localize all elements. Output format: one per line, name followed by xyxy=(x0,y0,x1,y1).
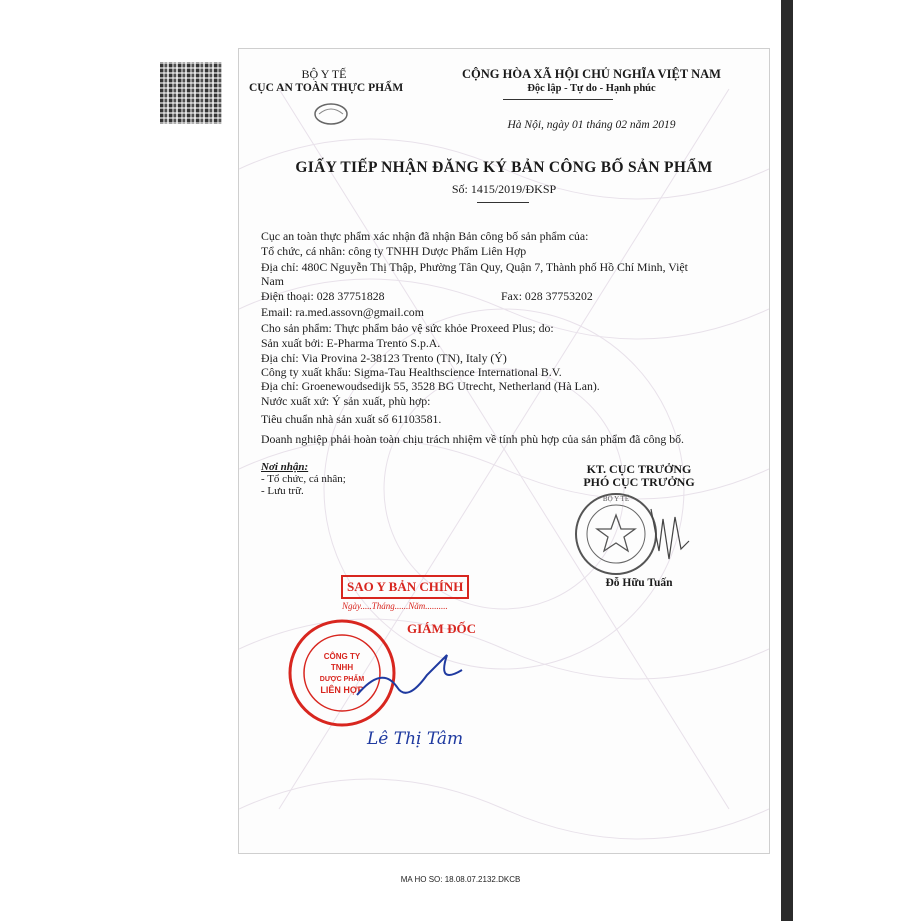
svg-text:TNHH: TNHH xyxy=(330,663,354,672)
svg-text:DƯỢC PHẨM: DƯỢC PHẨM xyxy=(319,676,365,683)
signatory-title xyxy=(539,463,739,489)
exporter-line: Công ty xuất khẩu: Sigma-Tau Healthscience International B.V. xyxy=(261,365,562,379)
dossier-code: MA HO SO: 18.08.07.2132.DKCB xyxy=(400,875,521,884)
manufacturer-address-line: Địa chỉ: Via Provina 2-38123 Trento (TN), Italy (Ý) xyxy=(261,351,507,365)
signatory-title-2: PHÓ CỤC TRƯỞNG xyxy=(583,475,695,489)
svg-text:CÔNG TY: CÔNG TY xyxy=(323,652,361,661)
signatory-name: Đỗ Hữu Tuấn xyxy=(605,577,673,589)
ministry-header xyxy=(249,67,404,95)
republic-name: CỘNG HÒA XÃ HỘI CHỦ NGHĨA VIỆT NAM xyxy=(462,67,721,81)
title-rule xyxy=(477,202,529,203)
recipients-block xyxy=(261,461,346,497)
document-sheet xyxy=(238,48,770,854)
agency-name: CỤC AN TOÀN THỰC PHẨM xyxy=(249,82,404,94)
org-line: Tổ chức, cá nhân: công ty TNHH Dược Phẩm Liên Hợp xyxy=(261,244,527,258)
manufacturer-line: Sản xuất bởi: E-Pharma Trento S.p.A. xyxy=(261,336,441,350)
recipient-item: - Tổ chức, cá nhân; xyxy=(261,473,346,485)
address-line-1: Địa chỉ: 480C Nguyễn Thị Thập, Phường Tân Quy, Quận 7, Thành phố Hồ Chí Minh, Việt xyxy=(261,260,688,274)
origin-line: Nước xuất xứ: Ý sản xuất, phù hợp: xyxy=(261,394,431,408)
copy-date-line: Ngày.....Tháng......Năm.......... xyxy=(342,601,448,611)
recipient-item: - Lưu trữ. xyxy=(261,485,304,497)
intro-line: Cục an toàn thực phẩm xác nhận đã nhận Bản công bố sản phẩm của: xyxy=(261,229,589,243)
svg-text:LIÊN HỢP: LIÊN HỢP xyxy=(320,685,364,695)
signatory-title-1: KT. CỤC TRƯỞNG xyxy=(586,462,692,476)
qr-code xyxy=(160,62,222,124)
motto-underline xyxy=(503,99,613,100)
republic-header xyxy=(429,67,754,96)
email-line: Email: ra.med.assovn@gmail.com xyxy=(261,305,424,319)
standard-line: Tiêu chuẩn nhà sản xuất số 61103581. xyxy=(261,412,442,426)
director-title: GIÁM ĐỐC xyxy=(407,621,476,636)
phone-line: Điện thoại: 028 37751828 xyxy=(261,289,385,303)
certified-copy-stamp: SAO Y BẢN CHÍNH xyxy=(341,575,469,599)
document-title: GIẤY TIẾP NHẬN ĐĂNG KÝ BẢN CÔNG BỐ SẢN PHẨM xyxy=(295,159,713,176)
issue-date: Hà Nội, ngày 01 tháng 02 năm 2019 xyxy=(507,119,676,131)
agency-logo xyxy=(311,99,351,129)
responsibility-line: Doanh nghiệp phải hoàn toàn chịu trách nhiệm về tính phù hợp của sản phẩm đã công bố. xyxy=(261,432,684,446)
scan-edge-bar xyxy=(781,0,793,921)
fax-line: Fax: 028 37753202 xyxy=(501,289,593,303)
recipients-heading: Nơi nhận: xyxy=(261,461,309,473)
address-line-2: Nam xyxy=(261,274,284,288)
official-seal xyxy=(571,489,703,579)
svg-text:BỘ Y TẾ: BỘ Y TẾ xyxy=(602,495,630,503)
ministry-name: BỘ Y TẾ xyxy=(301,67,347,81)
motto: Độc lập - Tự do - Hạnh phúc xyxy=(527,83,656,94)
company-seal xyxy=(287,615,487,735)
stamp-signer-name: Lê Thị Tâm xyxy=(367,729,464,749)
document-number: Số: 1415/2019/ĐKSP xyxy=(451,182,557,196)
product-line: Cho sản phẩm: Thực phẩm bảo vệ sức khỏe Proxeed Plus; do: xyxy=(261,321,554,335)
exporter-address-line: Địa chỉ: Groenewoudsedijk 55, 3528 BG Utrecht, Netherland (Hà Lan). xyxy=(261,379,600,393)
